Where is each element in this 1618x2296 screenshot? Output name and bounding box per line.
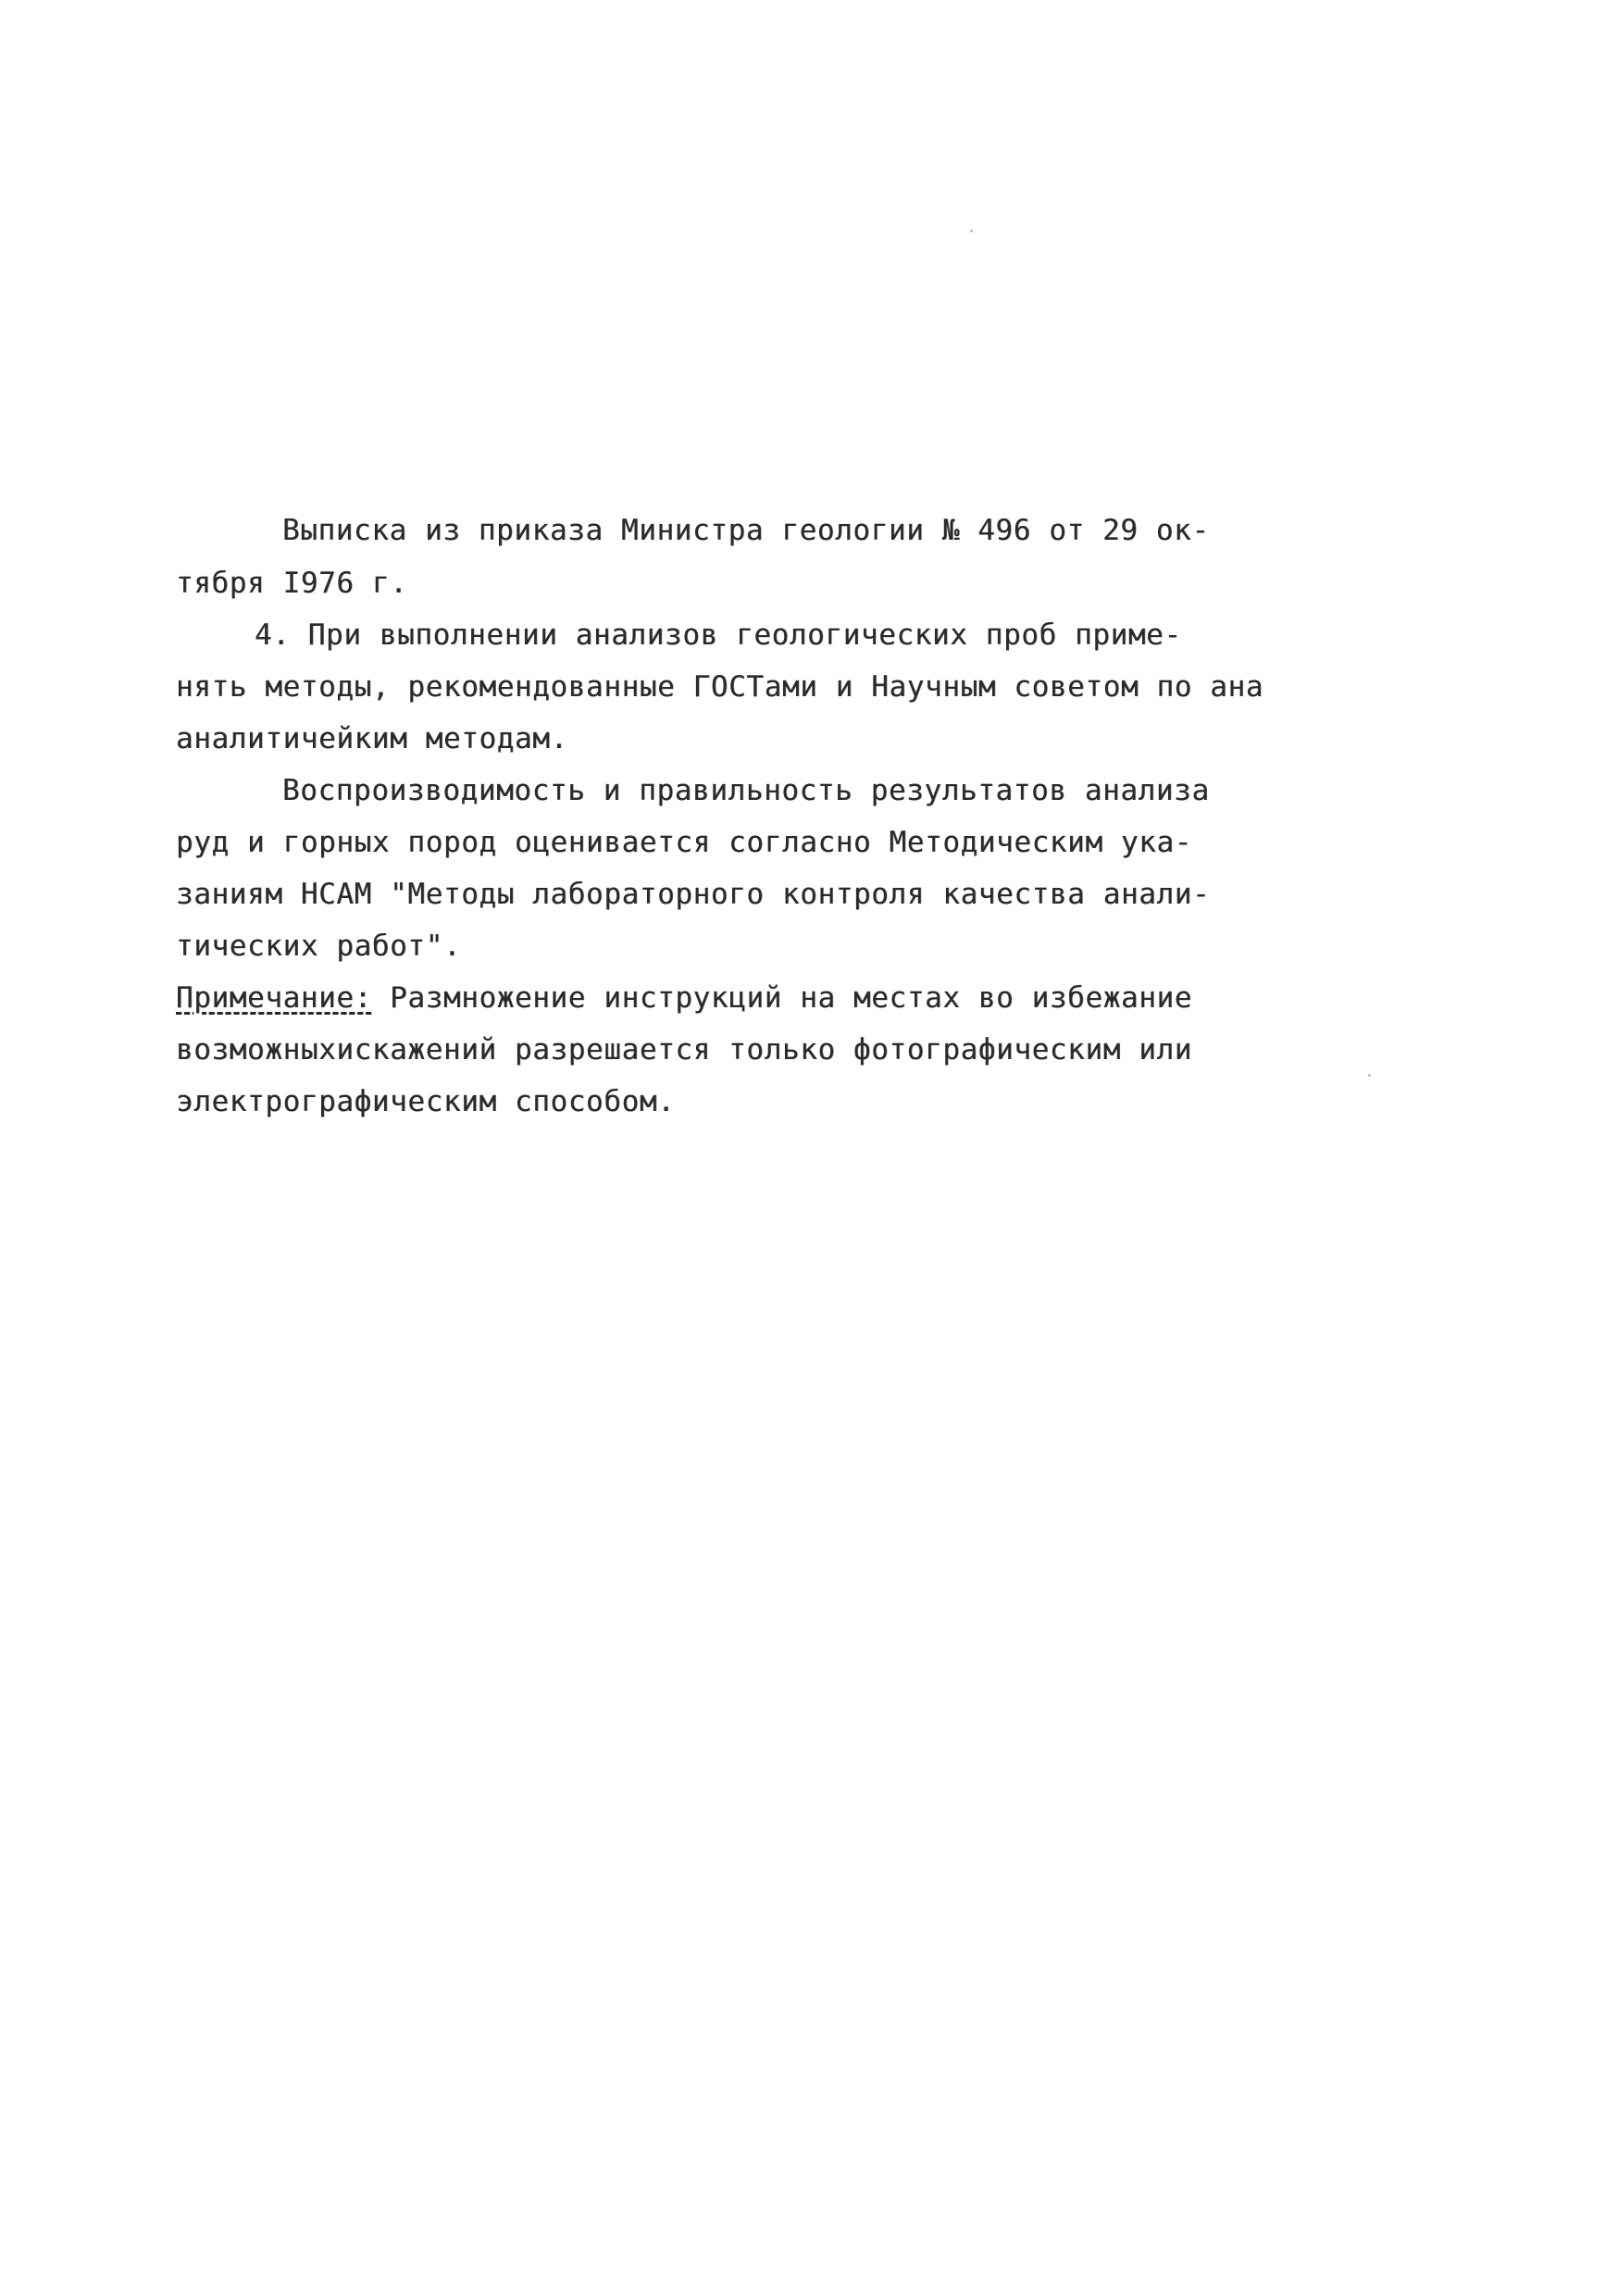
note-line-1 [176, 981, 1192, 1015]
note-label: Примечание: [176, 981, 372, 1015]
note-line-3: электрографическим способом. [176, 1085, 676, 1118]
item-4-line-2: нять методы, рекомендованные ГОСТами и Научным советом по ана [176, 670, 1264, 704]
extract-heading-line-1: Выписка из приказа Министра геологии № 496 от 29 ок- [282, 514, 1210, 547]
scan-speck [970, 230, 973, 232]
reproducibility-line-1: Воспроизводимость и правильность результатов анализа [282, 774, 1210, 807]
reproducibility-line-2: руд и горных пород оценивается согласно Методическим ука- [176, 826, 1193, 859]
item-4-line-3: аналитичейким методам. [176, 722, 568, 755]
note-line-2: возможныхискажений разрешается только фотографическим или [176, 1033, 1193, 1067]
reproducibility-line-4: тических работ". [176, 930, 462, 963]
note-line-1-text: Размножение инструкций на местах во избежание [371, 981, 1193, 1015]
scan-speck [1368, 1074, 1371, 1077]
reproducibility-line-3: заниям НСАМ "Методы лабораторного контроля качества анали- [176, 878, 1211, 911]
extract-heading-line-2: тября I976 г. [176, 567, 408, 600]
item-4-line-1: 4. При выполнении анализов геологических проб приме- [255, 618, 1182, 652]
